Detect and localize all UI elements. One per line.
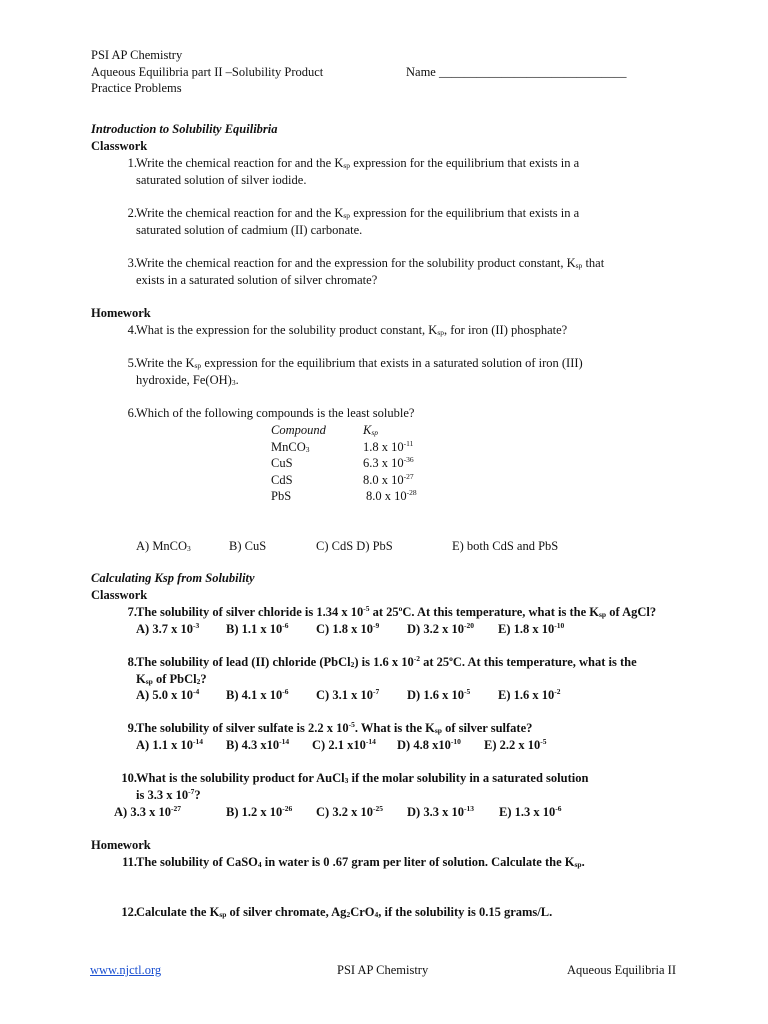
question-text: , if the solubility is 0.15 grams/L.	[378, 905, 553, 919]
option-text: D) 3.3 x 10	[407, 805, 464, 819]
exponent: -4	[192, 687, 200, 696]
exponent: -36	[403, 455, 414, 464]
exponent: -27	[170, 804, 181, 813]
answer-options-q9	[136, 737, 736, 754]
answer-option-c[interactable]	[312, 737, 376, 754]
option-text: B) 4.3 x10	[226, 738, 280, 752]
worksheet-title-row	[91, 64, 731, 81]
answer-option-a[interactable]	[136, 621, 199, 638]
classwork-heading: Classwork	[91, 138, 148, 153]
exponent: -14	[365, 737, 376, 746]
ksp-value: 8.0 x 10	[363, 472, 404, 487]
exponent: -28	[406, 488, 417, 497]
compound-name: CuS	[271, 456, 293, 470]
question-2	[91, 205, 721, 238]
question-text: The solubility of silver chloride is 1.34 x 10	[136, 605, 364, 619]
question-5	[91, 355, 721, 388]
answer-option-b[interactable]	[226, 687, 289, 704]
footer-website-link[interactable]: www.njctl.org	[90, 963, 162, 977]
question-text: Which of the following compounds is the least soluble?	[136, 406, 415, 420]
column-header-ksp	[363, 422, 378, 439]
subscript: 3	[305, 444, 310, 454]
question-text: saturated solution of cadmium (II) carbonate.	[136, 222, 363, 237]
question-text: of silver sulfate?	[441, 721, 533, 735]
exponent: -7	[372, 687, 380, 696]
subscript: 2	[350, 660, 355, 669]
option-text: A) 1.1 x 10	[136, 738, 193, 752]
option-text: D) 4.8 x10	[397, 738, 451, 752]
subscript: sp	[434, 726, 442, 735]
question-3	[91, 255, 721, 288]
answer-option-e[interactable]: E) both CdS and PbS	[452, 539, 559, 553]
exponent: -9	[372, 621, 380, 630]
question-text: expression for the equilibrium that exists in a	[350, 206, 580, 220]
exponent: -5	[540, 737, 547, 746]
question-number: 1.	[127, 156, 137, 170]
intro-section-heading	[91, 121, 731, 154]
column-header-compound: Compound	[271, 423, 326, 437]
question-text: .	[581, 855, 585, 869]
question-text: The solubility of CaSO	[136, 855, 258, 869]
question-text: . What is the K	[354, 721, 435, 735]
answer-option-c[interactable]	[316, 621, 379, 638]
exponent: -25	[372, 804, 383, 813]
option-text: D) 3.2 x 10	[407, 622, 464, 636]
question-number: 5.	[127, 356, 137, 370]
option-text: A) MnCO	[136, 539, 188, 553]
question-text: that	[582, 256, 605, 270]
exponent: -7	[188, 786, 195, 796]
exponent: -2	[554, 687, 561, 696]
question-text: C. At this temperature, what is the K	[402, 605, 600, 619]
exponent: -5	[363, 604, 370, 613]
answer-option-d[interactable]	[397, 737, 461, 754]
degree-symbol: o	[398, 604, 403, 613]
exponent: -26	[282, 804, 293, 813]
question-12	[91, 904, 721, 921]
option-text: E) 1.8 x 10	[498, 622, 555, 636]
subscript: 3	[344, 776, 349, 785]
subscript: sp	[194, 361, 202, 370]
subscript: sp	[371, 428, 379, 437]
question-text: .	[235, 372, 239, 387]
question-text: exists in a saturated solution of silver chromate?	[136, 272, 378, 287]
answer-option-a[interactable]	[136, 538, 191, 555]
question-text: Write the chemical reaction for and the expression for the solubility product constant, K	[136, 256, 576, 270]
question-text: , for iron (II) phosphate?	[444, 323, 568, 337]
question-text: CrO	[350, 905, 375, 919]
exponent: -3	[192, 621, 200, 630]
answer-option-d[interactable]	[407, 687, 470, 704]
subscript: 3	[187, 544, 191, 553]
exponent: -5	[463, 687, 471, 696]
question-text: of silver chromate, Ag	[226, 905, 347, 919]
exponent: -11	[403, 438, 414, 448]
subscript: 3	[231, 377, 236, 387]
compound-name: PbS	[271, 489, 292, 503]
option-text: C) 1.8 x 10	[316, 622, 373, 636]
option-text: B) 1.1 x 10	[226, 622, 283, 636]
option-text: A) 3.3 x 10	[114, 805, 171, 819]
question-number: 9.	[127, 721, 137, 735]
question-text: Write the chemical reaction for and the K	[136, 156, 344, 170]
footer-course: PSI AP Chemistry	[337, 963, 429, 977]
compound-name: MnCO	[271, 439, 306, 454]
question-text: Write the chemical reaction for and the K	[136, 206, 344, 220]
degree-symbol: o	[449, 654, 453, 663]
exponent: -20	[463, 621, 474, 630]
exponent: -27	[403, 471, 414, 481]
answer-option-c-d[interactable]: C) CdS D) PbS	[316, 539, 393, 553]
answer-option-a[interactable]	[136, 737, 203, 754]
document-header	[91, 47, 731, 97]
subscript: 4	[374, 910, 379, 919]
name-field[interactable]: Name ______________________________	[406, 64, 627, 79]
answer-option-c[interactable]	[316, 687, 379, 704]
homework-heading: Homework	[91, 838, 151, 852]
question-4	[91, 322, 721, 339]
exponent: -5	[348, 720, 355, 729]
option-text: C) 3.1 x 10	[316, 688, 373, 702]
question-text: C. At this temperature, what is the	[452, 655, 637, 669]
question-1	[91, 155, 721, 188]
question-number: 6.	[127, 406, 137, 420]
exponent: -13	[463, 804, 474, 813]
option-text: E) 1.3 x 10	[499, 805, 556, 819]
question-text: Calculate the K	[136, 905, 220, 919]
section-title: Introduction to Solubility Equilibria	[91, 122, 278, 136]
question-number: 7.	[127, 605, 137, 619]
answer-options-q7	[136, 621, 736, 638]
question-11	[91, 854, 721, 871]
subscript: sp	[343, 211, 351, 220]
worksheet-title: Aqueous Equilibria part II –Solubility Product	[91, 64, 324, 79]
subscript: sp	[343, 161, 351, 170]
question-text: ?	[194, 787, 201, 802]
answer-option-e[interactable]	[498, 687, 561, 704]
question-text: if the molar solubility in a saturated solution	[348, 771, 589, 785]
question-text: of PbCl	[152, 671, 197, 686]
question-number: 2.	[127, 206, 137, 220]
question-number: 4.	[127, 323, 137, 337]
question-10	[91, 770, 721, 803]
option-text: C) 3.2 x 10	[316, 805, 373, 819]
question-number: 3.	[127, 256, 137, 270]
question-text: at 25	[369, 605, 399, 619]
subscript: 2	[196, 676, 201, 686]
answer-options-q10	[114, 804, 714, 821]
option-text: E) 2.2 x 10	[484, 738, 541, 752]
subscript: sp	[437, 328, 445, 337]
option-text: A) 3.7 x 10	[136, 622, 193, 636]
question-text: What is the expression for the solubility product constant, K	[136, 323, 438, 337]
answer-option-b[interactable]	[226, 737, 289, 754]
subscript: sp	[574, 860, 582, 869]
answer-option-e[interactable]	[484, 737, 547, 754]
question-text: of AgCl?	[606, 605, 657, 619]
question-text: Write the K	[136, 356, 195, 370]
answer-option-a[interactable]	[114, 804, 181, 821]
exponent: -14	[192, 737, 203, 746]
option-text: E) 1.6 x 10	[498, 688, 555, 702]
answer-option-e[interactable]	[498, 621, 564, 638]
answer-option-b[interactable]	[226, 621, 289, 638]
ksp-value: 1.8 x 10	[363, 439, 404, 454]
answer-option-d[interactable]	[407, 804, 474, 821]
exponent: -10	[450, 737, 461, 746]
question-text: expression for the equilibrium that exists in a saturated solution of iron (III)	[201, 356, 583, 370]
homework-heading: Homework	[91, 306, 151, 320]
question-number: 11.	[122, 855, 137, 869]
subscript: 2	[346, 910, 351, 919]
ksp-value: 8.0 x 10	[366, 489, 407, 503]
footer-unit: Aqueous Equilibria II	[567, 963, 677, 977]
answer-option-b[interactable]: B) CuS	[229, 539, 267, 553]
exponent: -10	[554, 621, 565, 630]
answer-options-q8	[136, 687, 736, 704]
option-text: D) 1.6 x 10	[407, 688, 464, 702]
compound-name: CdS	[271, 472, 293, 487]
question-text: at 25	[419, 655, 450, 669]
question-text: expression for the equilibrium that exists in a	[350, 156, 580, 170]
answer-option-d[interactable]	[407, 621, 474, 638]
question-text: hydroxide, Fe(OH)	[136, 372, 232, 387]
classwork-heading: Classwork	[91, 587, 148, 602]
page-footer	[0, 962, 768, 980]
question-number: 8.	[127, 655, 137, 669]
question-6	[91, 405, 721, 422]
answer-option-b[interactable]	[226, 804, 292, 821]
question-number: 10.	[121, 771, 137, 785]
ksp-value: 6.3 x 10	[363, 456, 404, 470]
exponent: -14	[279, 737, 290, 746]
column-header-text: K	[363, 423, 372, 437]
exponent: -6	[282, 687, 289, 696]
answer-option-a[interactable]	[136, 687, 199, 704]
subscript: 4	[257, 860, 262, 869]
subscript: sp	[145, 676, 153, 686]
question-text: The solubility of lead (II) chloride (PbCl	[136, 655, 351, 669]
question-text: K	[136, 671, 146, 686]
section-title: Calculating Ksp from Solubility	[91, 571, 255, 585]
question-7	[91, 604, 721, 621]
question-8	[91, 654, 721, 687]
answer-option-e[interactable]	[499, 804, 562, 821]
question-text: in water is 0 .67 gram per liter of solution. Calculate the K	[261, 855, 575, 869]
option-text: B) 1.2 x 10	[226, 805, 283, 819]
option-text: C) 2.1 x10	[312, 738, 366, 752]
homework-heading-1	[91, 305, 731, 322]
exponent: -6	[555, 804, 562, 813]
question-text: is 3.3 x 10	[136, 787, 189, 802]
question-text: What is the solubility product for AuCl	[136, 771, 345, 785]
option-text: A) 5.0 x 10	[136, 688, 193, 702]
question-text: ?	[200, 671, 207, 686]
exponent: -2	[413, 654, 420, 663]
question-text: The solubility of silver sulfate is 2.2 x 10	[136, 721, 349, 735]
answer-option-c[interactable]	[316, 804, 383, 821]
subscript: sp	[219, 910, 227, 919]
calc-section-heading	[91, 570, 731, 603]
answer-options-q6	[136, 538, 736, 555]
practice-problems-title: Practice Problems	[91, 81, 182, 95]
subscript: sp	[599, 610, 607, 619]
course-title: PSI AP Chemistry	[91, 48, 183, 62]
question-9	[91, 720, 721, 737]
option-text: B) 4.1 x 10	[226, 688, 283, 702]
subscript: sp	[575, 261, 583, 270]
exponent: -6	[282, 621, 289, 630]
question-text: saturated solution of silver iodide.	[136, 172, 307, 187]
question-number: 12.	[121, 905, 137, 919]
question-text: ) is 1.6 x 10	[354, 655, 414, 669]
homework-heading-2	[91, 837, 731, 854]
